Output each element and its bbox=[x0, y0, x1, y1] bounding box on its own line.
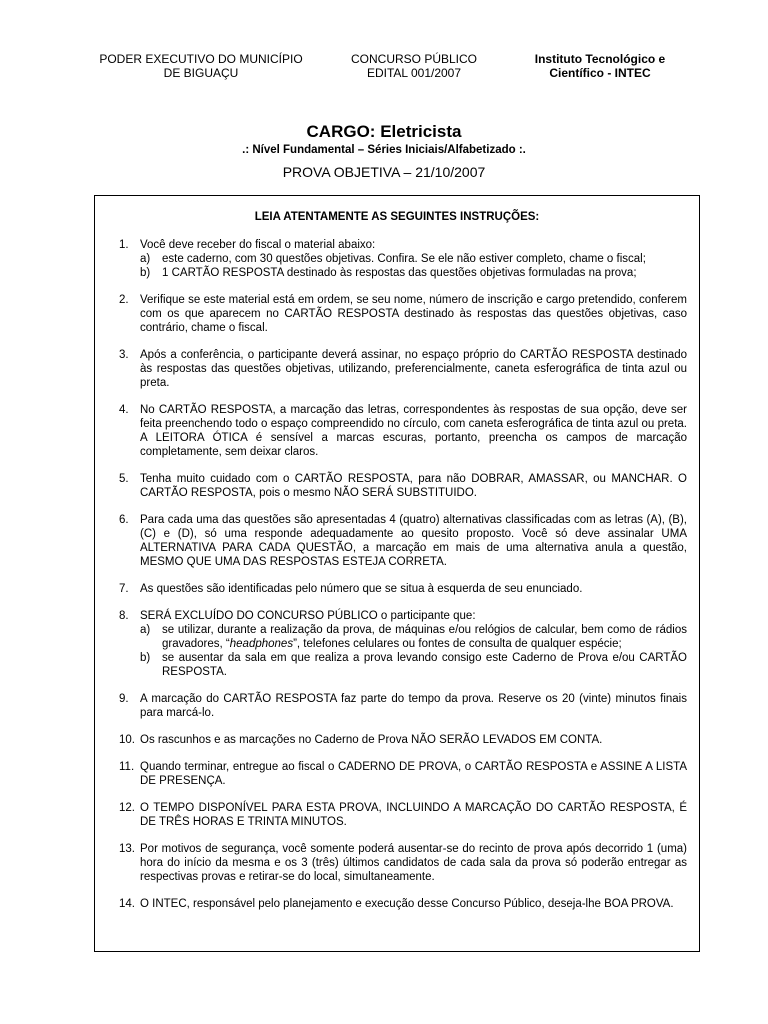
instruction-number: 4. bbox=[119, 404, 129, 416]
instruction-text: Quando terminar, entregue ao fiscal o CADERNO DE PROVA, o CARTÃO RESPOSTA e ASSINE A LISTA DE PRESENÇA. bbox=[140, 761, 687, 787]
exam-date-title: PROVA OBJETIVA – 21/10/2007 bbox=[282, 164, 486, 180]
instruction-text: As questões são identificadas pelo número que se situa à esquerda de seu enunciado. bbox=[140, 583, 583, 595]
instruction-number: 5. bbox=[119, 473, 129, 485]
instruction-number: 9. bbox=[119, 693, 129, 705]
instruction-subitem bbox=[140, 266, 687, 280]
instruction-number: 13. bbox=[119, 843, 135, 855]
instruction-subitem bbox=[140, 623, 687, 651]
instruction-body bbox=[140, 403, 687, 459]
instruction-number: 7. bbox=[119, 583, 129, 595]
subitem-text: se ausentar da sala em que realiza a prova levando consigo este Caderno de Prova e/ou CARTÃO RESPOSTA. bbox=[162, 652, 687, 678]
subitem-letter: a) bbox=[140, 253, 151, 265]
instruction-number: 6. bbox=[119, 514, 129, 526]
cargo-title: CARGO: Eletricista bbox=[306, 122, 462, 141]
instructions-list bbox=[119, 238, 687, 924]
instruction-item bbox=[119, 348, 687, 390]
header-municipality-line-2: DE BIGUAÇU bbox=[163, 66, 239, 80]
instruction-item bbox=[119, 801, 687, 829]
instruction-number: 11. bbox=[119, 761, 135, 773]
instruction-item bbox=[119, 842, 687, 884]
headphones-emphasis: headphones bbox=[229, 638, 294, 650]
instruction-body bbox=[140, 293, 687, 335]
header-municipality-line-1: PODER EXECUTIVO DO MUNICÍPIO bbox=[99, 52, 303, 66]
instructions-box bbox=[94, 195, 700, 952]
subitem-letter: b) bbox=[140, 652, 151, 664]
instruction-item bbox=[119, 472, 687, 500]
subitem-letter: a) bbox=[140, 624, 151, 636]
instruction-text: A marcação do CARTÃO RESPOSTA faz parte do tempo da prova. Reserve os 20 (vinte) minutos finais para marcá-lo. bbox=[140, 693, 687, 719]
instruction-text: SERÁ EXCLUÍDO DO CONCURSO PÚBLICO o participante que: bbox=[140, 610, 476, 622]
instruction-text: No CARTÃO RESPOSTA, a marcação das letras, correspondentes às respostas de sua opção, deve ser feita preenchendo todo o espaço compreendido no círculo, com caneta esferográfica de tinta azul ou preta. A LEITORA ÓTICA é sensível a marcas escuras, portanto, preencha os campos de marcação completamente, sem deixar claros. bbox=[140, 404, 687, 458]
instruction-body bbox=[140, 842, 687, 884]
instruction-item bbox=[119, 403, 687, 459]
instruction-item bbox=[119, 293, 687, 335]
instruction-body bbox=[140, 513, 687, 569]
instruction-item bbox=[119, 609, 687, 679]
instruction-body bbox=[140, 692, 687, 720]
header-institute-line-1: Instituto Tecnológico e bbox=[534, 52, 666, 66]
instruction-subitem bbox=[140, 651, 687, 679]
header-contest-line-2: EDITAL 001/2007 bbox=[366, 66, 462, 80]
instruction-text: Verifique se este material está em ordem, se seu nome, número de inscrição e cargo pretendido, conferem com os que aparecem no CARTÃO RESPOSTA destinado às respostas das questões objetivas, caso contrário, chame o fiscal. bbox=[140, 294, 687, 334]
instruction-body bbox=[140, 897, 687, 911]
instruction-text: Os rascunhos e as marcações no Caderno de Prova NÃO SERÃO LEVADOS EM CONTA. bbox=[140, 734, 603, 746]
instruction-item bbox=[119, 692, 687, 720]
instruction-text: O INTEC, responsável pelo planejamento e execução desse Concurso Público, deseja-lhe BOA PROVA. bbox=[140, 898, 674, 910]
header-contest-line-1: CONCURSO PÚBLICO bbox=[350, 52, 478, 66]
instruction-item bbox=[119, 733, 687, 747]
instruction-number: 14. bbox=[119, 898, 135, 910]
instruction-body bbox=[140, 582, 687, 596]
instructions-heading: LEIA ATENTAMENTE AS SEGUINTES INSTRUÇÕES: bbox=[254, 211, 540, 223]
header-institute-line-2: Científico - INTEC bbox=[549, 66, 651, 80]
instruction-item bbox=[119, 897, 687, 911]
subitem-letter: b) bbox=[140, 267, 151, 279]
subitem-text: este caderno, com 30 questões objetivas. Confira. Se ele não estiver completo, chame o fiscal; bbox=[162, 253, 646, 265]
level-subtitle: .: Nível Fundamental – Séries Iniciais/Alfabetizado :. bbox=[242, 144, 526, 156]
instruction-text: Tenha muito cuidado com o CARTÃO RESPOSTA, para não DOBRAR, AMASSAR, ou MANCHAR. O CARTÃO RESPOSTA, pois o mesmo NÃO SERÁ SUBSTITUIDO. bbox=[140, 473, 687, 499]
header-municipality bbox=[92, 52, 310, 80]
instruction-body bbox=[140, 238, 687, 280]
instruction-number: 8. bbox=[119, 610, 129, 622]
header-contest bbox=[330, 52, 498, 80]
instruction-body bbox=[140, 801, 687, 829]
subitem-text: 1 CARTÃO RESPOSTA destinado às respostas das questões objetivas formuladas na prova; bbox=[162, 267, 637, 279]
instruction-number: 2. bbox=[119, 294, 129, 306]
subitem-text: se utilizar, durante a realização da prova, de máquinas e/ou relógios de calcular, bem como de rádios gravadores, “headphones”, telefones celulares ou fontes de consulta de qualquer espécie; bbox=[162, 624, 687, 650]
instruction-text: Por motivos de segurança, você somente poderá ausentar-se do recinto de prova após decorrido 1 (uma) hora do início da mesma e os 3 (três) últimos candidatos de cada sala da prova só poderão entregar as respectivas provas e retirar-se do local, simultaneamente. bbox=[140, 843, 687, 883]
instruction-item bbox=[119, 513, 687, 569]
instruction-body bbox=[140, 472, 687, 500]
instruction-number: 3. bbox=[119, 349, 129, 361]
instruction-body bbox=[140, 348, 687, 390]
instruction-item bbox=[119, 760, 687, 788]
instruction-item bbox=[119, 582, 687, 596]
instruction-body bbox=[140, 609, 687, 679]
instruction-number: 1. bbox=[119, 239, 129, 251]
instruction-subitem bbox=[140, 252, 687, 266]
instruction-text: Você deve receber do fiscal o material abaixo: bbox=[140, 239, 376, 251]
instruction-body bbox=[140, 733, 687, 747]
instruction-number: 12. bbox=[119, 802, 135, 814]
instruction-item bbox=[119, 238, 687, 280]
header-institute bbox=[522, 52, 678, 80]
instruction-text: O TEMPO DISPONÍVEL PARA ESTA PROVA, INCLUINDO A MARCAÇÃO DO CARTÃO RESPOSTA, É DE TRÊS HORAS E TRINTA MINUTOS. bbox=[140, 802, 687, 828]
instruction-body bbox=[140, 760, 687, 788]
instruction-text: Para cada uma das questões são apresentadas 4 (quatro) alternativas classificadas com as letras (A), (B), (C) e (D), só uma responde adequadamente ao quesito proposto. Você só deve assinalar UMA ALTERNATIVA PARA CADA QUESTÃO, a marcação em mais de uma alternativa anula a questão, MESMO QUE UMA DAS RESPOSTAS ESTEJA CORRETA. bbox=[140, 514, 687, 568]
instruction-number: 10. bbox=[119, 734, 135, 746]
instruction-text: Após a conferência, o participante deverá assinar, no espaço próprio do CARTÃO RESPOSTA destinado às respostas das questões objetivas, utilizando, preferencialmente, caneta esferográfica de tinta azul ou preta. bbox=[140, 349, 687, 389]
